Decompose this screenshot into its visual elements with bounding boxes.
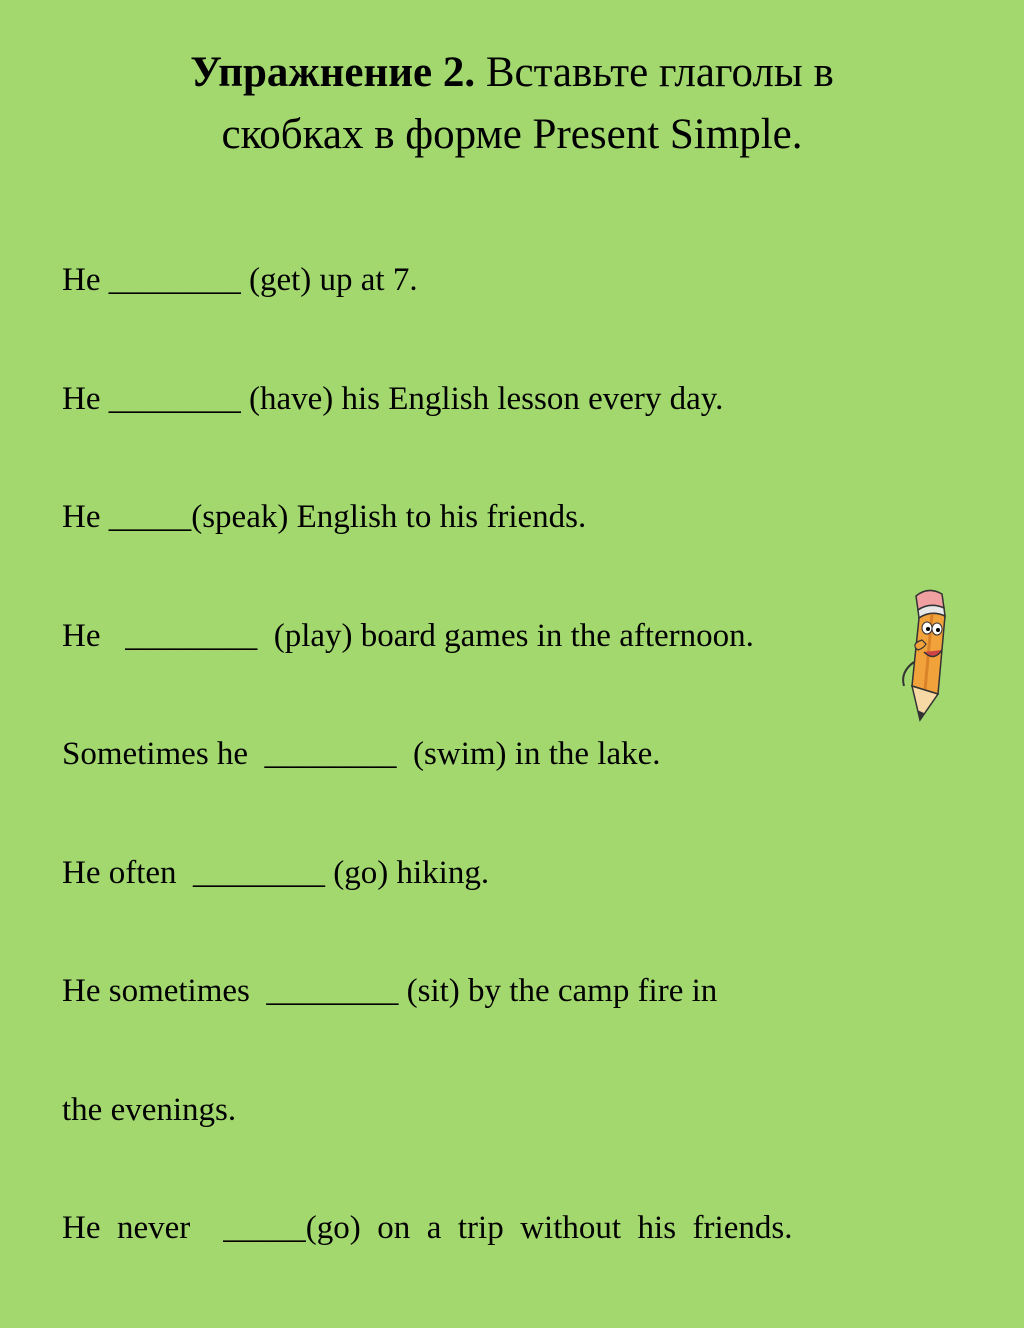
title-exercise-number: Упражнение 2.	[190, 49, 476, 96]
title-instruction-part1: Вставьте глаголы в	[475, 49, 834, 96]
exercise-sentences	[62, 182, 982, 1328]
sentence-line: Sometimes he ________ (swim) in the lake.	[62, 736, 661, 772]
sentence-line: He often ________ (go) hiking.	[62, 854, 490, 891]
slide-title	[80, 42, 944, 166]
sentence-line: He ________ (get) up at 7.	[62, 262, 418, 298]
sentence-line: the evenings.	[62, 1091, 237, 1128]
title-instruction-part2: скобках в форме Present Simple.	[221, 111, 803, 158]
sentence-line: He never _____(go) on a trip without his friends.	[62, 1210, 793, 1246]
cartoon-pencil-icon	[892, 582, 962, 732]
sentence-line: He _____(speak) English to his friends.	[62, 499, 587, 535]
sentence-line: He ________ (have) his English lesson every day.	[62, 380, 724, 417]
sentence-line: He ________ (play) board games in the afternoon.	[62, 617, 754, 654]
sentence-line: He sometimes ________ (sit) by the camp fire in	[62, 973, 718, 1009]
